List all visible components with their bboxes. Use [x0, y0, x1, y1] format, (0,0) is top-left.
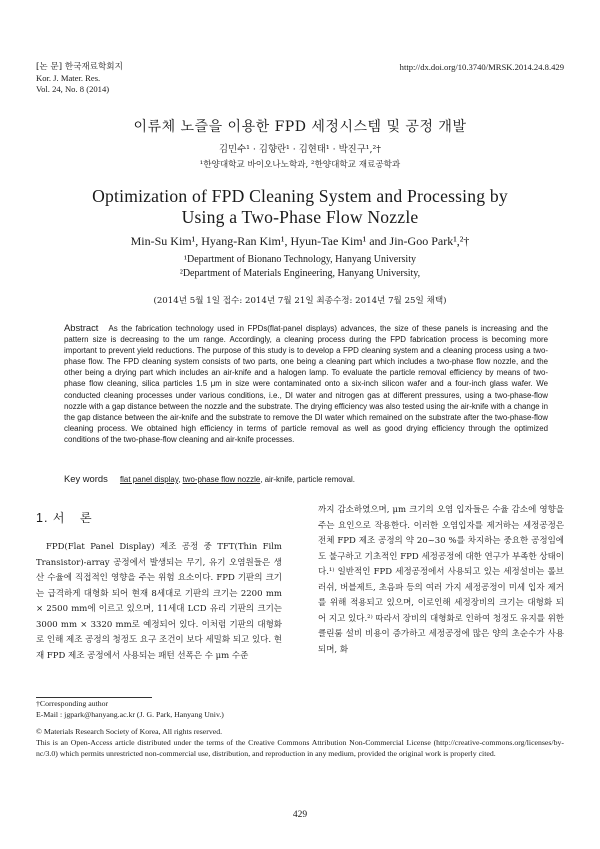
footnote-license: This is an Open-Access article distributed under the terms of the Creative Commons Attribution Non-Commercial License (http://creative-commons.org/licenses/by-nc/3.0) which permits unrestricted non-commercial use, distribution, and reproduction in any medium, provided the original work is properly cited. — [36, 738, 564, 758]
korean-title: 이류체 노즐을 이용한 FPD 세정시스템 및 공정 개발 — [133, 119, 467, 135]
section-title: 서 론 — [52, 511, 93, 525]
abstract — [64, 322, 548, 445]
keywords-label: Key words — [64, 473, 108, 484]
footnote-email: E-Mail : jgpark@hanyang.ac.kr (J. G. Park, Hanyang Univ.) — [36, 710, 224, 719]
english-title-line2: Using a Two-Phase Flow Nozzle — [181, 207, 419, 227]
abstract-text: As the fabrication technology used in FPDs(flat-panel displays) advances, the size of these panels is increasing and the pattern size is decreasing to the um range. Accordingly, a cleaning process during the FPD fabrication process is becoming more important to prevent yield reductions. The purpose of this study is to develop a FPD cleaning system and a cleaning process using a two-phase flow. The FPD cleaning system consists of two parts, one being a cleaning part which includes a two-phase flow nozzle, and the other being a drying part which includes an air-knife and a halogen lamp. To evaluate the particle removal efficiency by means of two-phase flow cleaning, silica particles 1.5 μm in size were contaminated onto a six-inch silicon wafer and a four-inch glass wafer. We conducted cleaning processes under various conditions, i.e., DI water and nitrogen gas at different pressures, using a two-phase-flow nozzle with a gap distance between the nozzle and the substrate. The drying efficiency was also tested using the air-knife with a change in the gap distance between the air-knife and the substrate to remove the DI water which remained on the substrate after the two-phase-flow cleaning process. We obtained high efficiency in terms of particle removal as well as good drying efficiency through the optimized conditions of the two-phase-flow cleaning and air-knife processes. — [64, 324, 548, 444]
section-heading — [36, 509, 93, 526]
journal-line2: Kor. J. Mater. Res. — [36, 73, 101, 83]
journal-line3: Vol. 24, No. 8 (2014) — [36, 84, 110, 94]
keywords-rest: , air-knife, particle removal. — [260, 475, 355, 484]
english-title — [0, 186, 600, 228]
doi-link[interactable]: http://dx.doi.org/10.3740/MRSK.2014.24.8.429 — [399, 62, 564, 72]
korean-authors: 김민수¹ · 김향란¹ · 김현태¹ · 박진구¹,²† — [219, 144, 381, 155]
body-column-left: FPD(Flat Panel Display) 제조 공정 중 TFT(Thin Film Transistor)-array 공정에서 발생되는 무기, 유기 오염원들은 생산 수율에 직접적인 영향을 주는 위험 요소이다. FPD 기판의 크기는 급격하게 대형화 되어 현재 8세대로 기판의 크기는 2200 mm × 2500 mm에 이르고 있으며, 11세대 LCD 유리 기판의 크기는 3000 mm × 3320 mm로 예정되어 있다. 이처럼 기판의 대형화로 인해 제조 공정의 청정도 요구 조건이 보다 세밀화 되고 있다. 현재 FPD 제조 공정에서 사용되는 패턴 선폭은 수 μm 수준 — [36, 542, 282, 661]
section-number: 1. — [36, 511, 49, 525]
footnote-copyright: © Materials Research Society of Korea, All rights reserved. — [36, 727, 223, 736]
english-title-line1: Optimization of FPD Cleaning System and Processing by — [92, 186, 508, 206]
submission-dates: (2014년 5월 1일 접수: 2014년 7월 21일 최종수정: 2014년 7월 25일 채택) — [153, 296, 447, 306]
abstract-label: Abstract — [64, 322, 99, 333]
body-column-right: 까지 감소하였으며, μm 크기의 오염 입자들은 수율 감소에 영향을 주는 요인으로 작용한다. 이러한 오염입자를 제거하는 세정공정은 전체 FPD 제조 공정의 약 20~30 %를 차지하는 중요한 공정임에도 불구하고 기초적인 FPD 세정공정에 대한 연구가 부족한 상태이다.¹⁾ 일반적인 FPD 세정공정에서 사용되고 있는 세정설비는 롤브러쉬, 버블제트, 초음파 등의 여러 가지 세정공정이 미세 입자 제거를 위해 적용되고 있으며, 이로인해 세정장비의 크기는 대형화 되어 지고 있다.²⁾ 따라서 장비의 대형화로 인하여 청정도 유지를 위한 클린룸 설비 비용이 증가하고 세정공정에 많은 양의 초순수가 사용되며, 화 — [318, 505, 565, 655]
footnote-divider — [36, 697, 152, 698]
journal-line1: [논 문] 한국재료학회지 — [36, 62, 123, 72]
page-number: 429 — [292, 810, 308, 820]
journal-info — [36, 62, 123, 95]
english-authors: Min-Su Kim¹, Hyang-Ran Kim¹, Hyun-Tae Kim¹ and Jin-Goo Park¹,²† — [130, 234, 470, 248]
footnote-corresponding: †Corresponding author — [36, 699, 109, 708]
keyword-link-1[interactable]: flat panel display — [119, 475, 179, 484]
english-affiliation-1: ¹Department of Bionano Technology, Hanyang University — [184, 254, 416, 265]
korean-affiliations: ¹한양대학교 바이오나노학과, ²한양대학교 재료공학과 — [199, 160, 401, 170]
keyword-link-2[interactable]: two-phase flow nozzle — [182, 475, 261, 484]
english-affiliation-2: ²Department of Materials Engineering, Hanyang University, — [179, 268, 421, 279]
keywords: Key words flat panel display, two-phase flow nozzle, air-knife, particle removal. — [64, 473, 355, 484]
